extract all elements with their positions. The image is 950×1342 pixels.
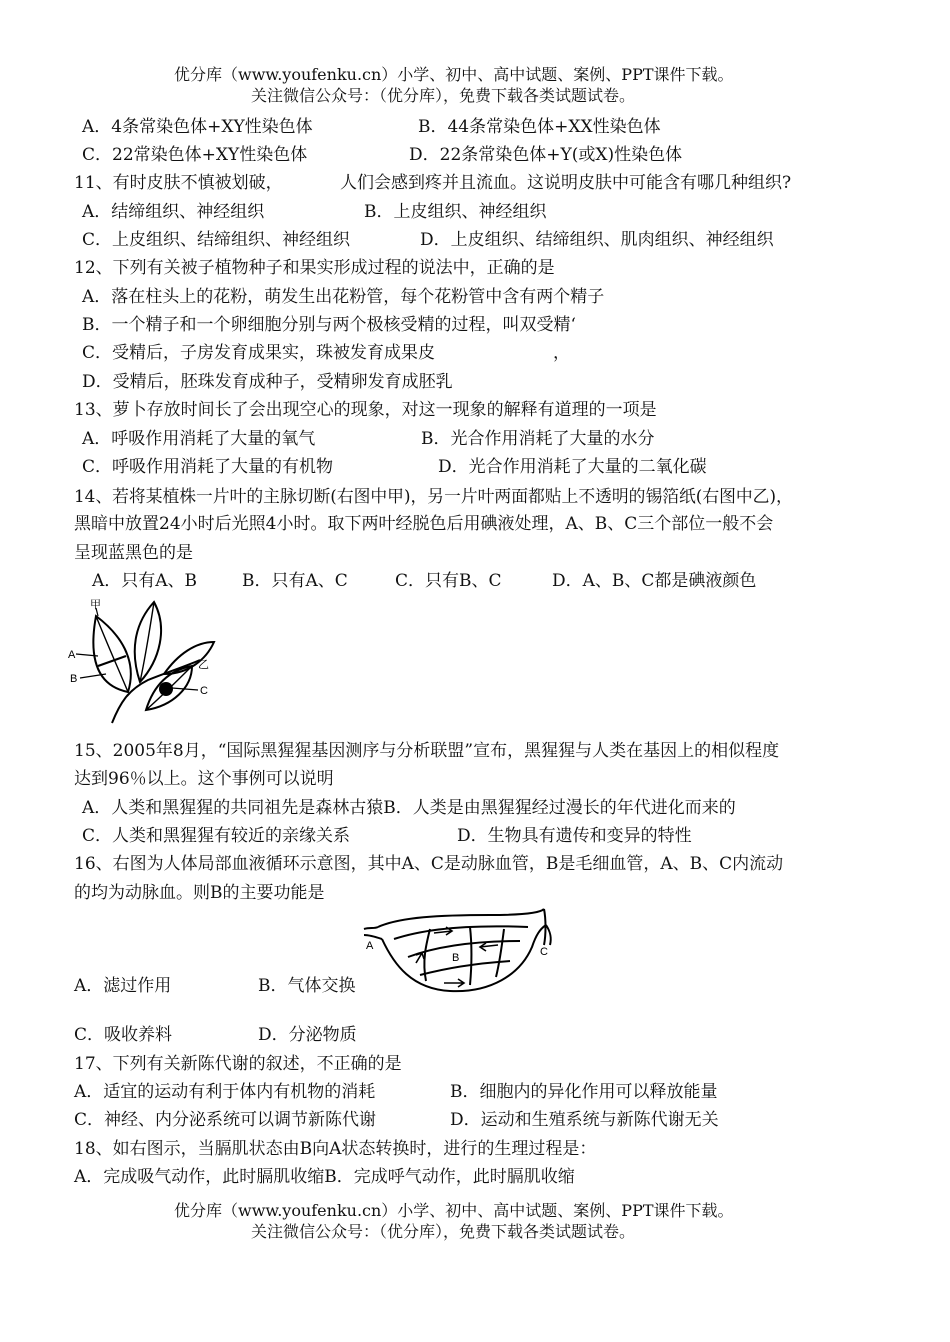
q10-option-a: A．4条常染色体+XY性染色体 xyxy=(82,117,313,137)
q17-option-c: C．神经、内分泌系统可以调节新陈代谢 xyxy=(74,1110,377,1130)
capillary-label-c: C xyxy=(540,946,548,958)
q16-stem-line-1: 16、右图为人体局部血液循环示意图，其中A、C是动脉血管，B是毛细血管，A、B、C内流动 xyxy=(74,854,784,874)
q15-option-c: C．人类和黑猩猩有较近的亲缘关系 xyxy=(82,826,351,846)
q15-option-ab: A．人类和黑猩猩的共同祖先是森林古猿B．人类是由黑猩猩经过漫长的年代进化而来的 xyxy=(82,798,736,818)
q11-stem-part1: 11、有时皮肤不慎被划破， xyxy=(74,173,283,193)
leaf-label-a: A xyxy=(68,649,76,661)
q13-option-a: A．呼吸作用消耗了大量的氧气 xyxy=(82,429,316,449)
q17-stem: 17、下列有关新陈代谢的叙述，不正确的是 xyxy=(74,1054,402,1074)
q18-stem: 18、如右图示，当膈肌状态由B向A状态转换时，进行的生理过程是： xyxy=(74,1139,597,1159)
q18-option-ab: A．完成吸气动作，此时膈肌收缩B．完成呼气动作，此时膈肌收缩 xyxy=(74,1167,575,1187)
q11-option-c: C．上皮组织、结缔组织、神经组织 xyxy=(82,230,351,250)
q15-option-d: D．生物具有遗传和变异的特性 xyxy=(457,826,692,846)
q10-option-b: B．44条常染色体+XX性染色体 xyxy=(418,117,661,137)
q14-stem-line-3: 呈现蓝黑色的是 xyxy=(74,543,193,563)
q17-option-a: A．适宜的运动有利于体内有机物的消耗 xyxy=(74,1082,376,1102)
q14-stem-line-1: 14、若将某植株一片叶的主脉切断(右图中甲)，另一片叶两面都贴上不透明的锡箔纸(右图中乙)， xyxy=(74,486,793,506)
q13-option-b: B．光合作用消耗了大量的水分 xyxy=(421,429,655,449)
foil-spot-marker xyxy=(159,682,173,696)
q13-stem: 13、萝卜存放时间长了会出现空心的现象，对这一现象的解释有道理的一项是 xyxy=(74,400,657,420)
leaf-label-c: C xyxy=(200,685,208,697)
q12-option-b: B．一个精子和一个卵细胞分别与两个极核受精的过程，叫双受精‘ xyxy=(82,315,576,335)
q17-option-d: D．运动和生殖系统与新陈代谢无关 xyxy=(450,1110,719,1130)
q13-option-c: C．呼吸作用消耗了大量的有机物 xyxy=(82,457,334,477)
q12-stray-mark: ， xyxy=(553,343,570,363)
q16-option-b: B．气体交换 xyxy=(258,976,356,996)
q16-option-d: D．分泌物质 xyxy=(258,1025,357,1045)
capillary-figure xyxy=(360,905,560,997)
header-line-2: 关注微信公众号：（优分库），免费下载各类试题试卷。 xyxy=(251,86,636,105)
q14-option-c: C．只有B、C xyxy=(395,571,502,591)
q13-option-d: D．光合作用消耗了大量的二氧化碳 xyxy=(438,457,707,477)
q10-option-d: D．22条常染色体+Y(或X)性染色体 xyxy=(409,145,683,165)
header-line-1: 优分库（www.youfenku.cn）小学、初中、高中试题、案例、PPT课件下载。 xyxy=(174,65,734,84)
q12-option-c: C．受精后，子房发育成果实，珠被发育成果皮 xyxy=(82,343,436,363)
q15-stem-line-1: 15、2005年8月，“国际黑猩猩基因测序与分析联盟”宣布，黑猩猩与人类在基因上的相似程度 xyxy=(74,741,780,761)
footer-line-2: 关注微信公众号：（优分库），免费下载各类试题试卷。 xyxy=(251,1222,636,1241)
q14-option-b: B．只有A、C xyxy=(242,571,348,591)
q12-stem: 12、下列有关被子植物种子和果实形成过程的说法中，正确的是 xyxy=(74,258,555,278)
leaf-label-yi: 乙 xyxy=(198,659,209,671)
leaf-label-jia: 甲 xyxy=(90,599,101,611)
capillary-label-b: B xyxy=(452,952,460,964)
q16-option-a: A．滤过作用 xyxy=(74,976,172,996)
capillary-label-a: A xyxy=(366,940,374,952)
q14-stem-line-2: 黑暗中放置24小时后光照4小时。取下两叶经脱色后用碘液处理，A、B、C三个部位一般不会 xyxy=(74,514,774,534)
q11-stem-part2: 人们会感到疼并且流血。这说明皮肤中可能含有哪几种组织? xyxy=(340,173,792,193)
q12-option-d: D．受精后，胚珠发育成种子，受精卵发育成胚乳 xyxy=(82,372,453,392)
q11-option-b: B．上皮组织、神经组织 xyxy=(364,202,547,222)
q16-stem-line-2: 的均为动脉血。则B的主要功能是 xyxy=(74,883,325,903)
q11-option-a: A．结缔组织、神经组织 xyxy=(82,202,265,222)
q10-option-c: C．22常染色体+XY性染色体 xyxy=(82,145,308,165)
q16-option-c: C．吸收养料 xyxy=(74,1025,173,1045)
footer-line-1: 优分库（www.youfenku.cn）小学、初中、高中试题、案例、PPT课件下载。 xyxy=(174,1201,734,1220)
q14-option-d: D．A、B、C都是碘液颜色 xyxy=(552,571,757,591)
q14-option-a: A．只有A、B xyxy=(92,571,198,591)
leaf-label-b: B xyxy=(70,673,78,685)
q12-option-a: A．落在柱头上的花粉，萌发生出花粉管，每个花粉管中含有两个精子 xyxy=(82,287,605,307)
leaf-figure xyxy=(68,598,218,728)
q11-option-d: D．上皮组织、结缔组织、肌肉组织、神经组织 xyxy=(420,230,774,250)
q17-option-b: B．细胞内的异化作用可以释放能量 xyxy=(450,1082,718,1102)
q15-stem-line-2: 达到96％以上。这个事例可以说明 xyxy=(74,769,334,789)
